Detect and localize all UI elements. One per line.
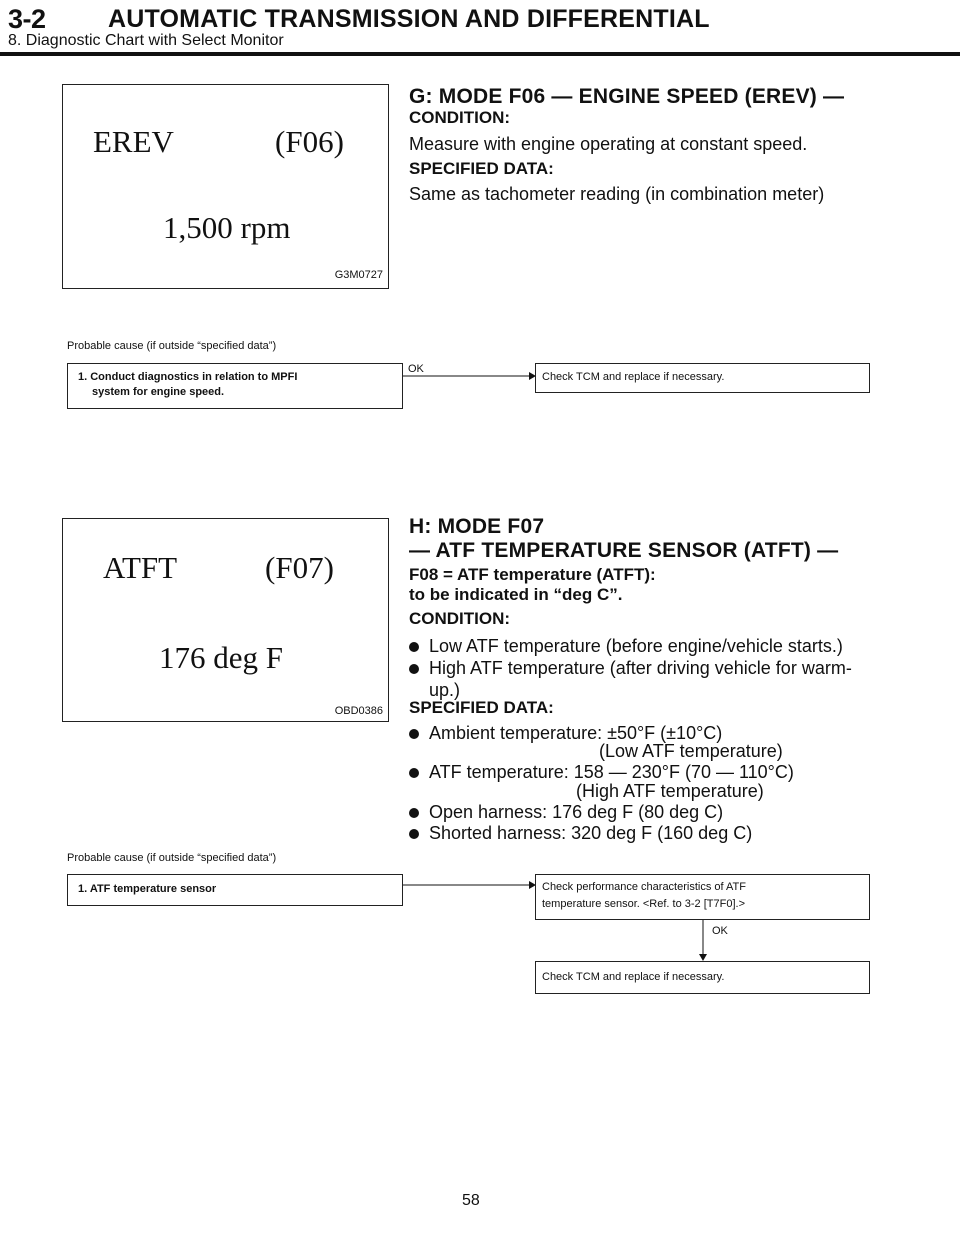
figure-code: G3M0727: [334, 269, 383, 281]
monitor-label: EREV: [93, 124, 174, 159]
bullet-icon: [409, 664, 419, 674]
monitor-value: 176 deg F: [159, 640, 283, 675]
note-line-2: to be indicated in “deg C”.: [409, 585, 623, 604]
section-heading-h-line2: — ATF TEMPERATURE SENSOR (ATFT) —: [409, 539, 839, 562]
section-number: 3-2: [8, 4, 46, 34]
ok-label: OK: [408, 363, 424, 375]
condition-label: CONDITION:: [409, 108, 511, 127]
bullet-icon: [409, 642, 419, 652]
condition-item: Low ATF temperature (before engine/vehicle starts.): [409, 635, 879, 657]
chapter-title: AUTOMATIC TRANSMISSION AND DIFFERENTIAL: [108, 5, 710, 33]
spec-item: Open harness: 176 deg F (80 deg C): [409, 801, 879, 823]
specified-data-label: SPECIFIED DATA:: [409, 698, 554, 717]
select-monitor-display-f07: [62, 518, 389, 722]
spec-item: Ambient temperature: ±50°F (±10°C): [409, 722, 879, 744]
cause-line-1: 1. Conduct diagnostics in relation to MPFI: [78, 371, 298, 383]
select-monitor-display-f06: [62, 84, 389, 289]
check-box: [535, 874, 870, 920]
result-text: Check TCM and replace if necessary.: [542, 371, 725, 383]
check-line-2: temperature sensor. <Ref. to 3-2 [T7F0].>: [542, 898, 745, 910]
result-box: [535, 961, 870, 994]
condition-label: CONDITION:: [409, 609, 511, 628]
cause-box: [67, 874, 403, 906]
condition-item-continued: up.): [429, 680, 461, 700]
note-line-1: F08 = ATF temperature (ATFT):: [409, 565, 656, 584]
spec-item: ATF temperature: 158 — 230°F (70 — 110°C): [409, 761, 879, 783]
section-heading-g: G: MODE F06 — ENGINE SPEED (EREV) —: [409, 85, 845, 108]
bullet-icon: [409, 768, 419, 778]
specified-data-text: Same as tachometer reading (in combination meter): [409, 184, 825, 204]
cause-box: [67, 363, 403, 409]
condition-text: Measure with engine operating at constant speed.: [409, 134, 808, 154]
header-divider: [0, 52, 960, 56]
spec-item-note: (High ATF temperature): [576, 781, 764, 801]
probable-cause-heading: Probable cause (if outside “specified data”): [67, 340, 277, 352]
condition-item: High ATF temperature (after driving vehicle for warm-: [409, 657, 879, 679]
ok-label: OK: [712, 925, 728, 937]
chapter-subtitle: 8. Diagnostic Chart with Select Monitor: [8, 32, 284, 49]
monitor-value: 1,500 rpm: [163, 210, 291, 245]
bullet-icon: [409, 829, 419, 839]
bullet-icon: [409, 729, 419, 739]
check-line-1: Check performance characteristics of ATF: [542, 881, 746, 893]
arrow-to-check: [403, 879, 537, 891]
specified-data-label: SPECIFIED DATA:: [409, 159, 554, 178]
monitor-code: (F06): [275, 124, 344, 159]
page-number: 58: [462, 1192, 480, 1209]
spec-item-note: (Low ATF temperature): [599, 741, 783, 761]
cause-line-2: system for engine speed.: [92, 386, 225, 398]
result-text: Check TCM and replace if necessary.: [542, 971, 725, 983]
cause-text: 1. ATF temperature sensor: [78, 883, 217, 895]
section-heading-h-line1: H: MODE F07: [409, 515, 545, 538]
ok-arrow: [697, 920, 709, 962]
probable-cause-heading: Probable cause (if outside “specified data”): [67, 852, 277, 864]
monitor-label: ATFT: [103, 550, 178, 585]
spec-item: Shorted harness: 320 deg F (160 deg C): [409, 822, 879, 844]
bullet-icon: [409, 808, 419, 818]
figure-code: OBD0386: [334, 705, 383, 717]
result-box: [535, 363, 870, 393]
monitor-code: (F07): [265, 550, 334, 585]
